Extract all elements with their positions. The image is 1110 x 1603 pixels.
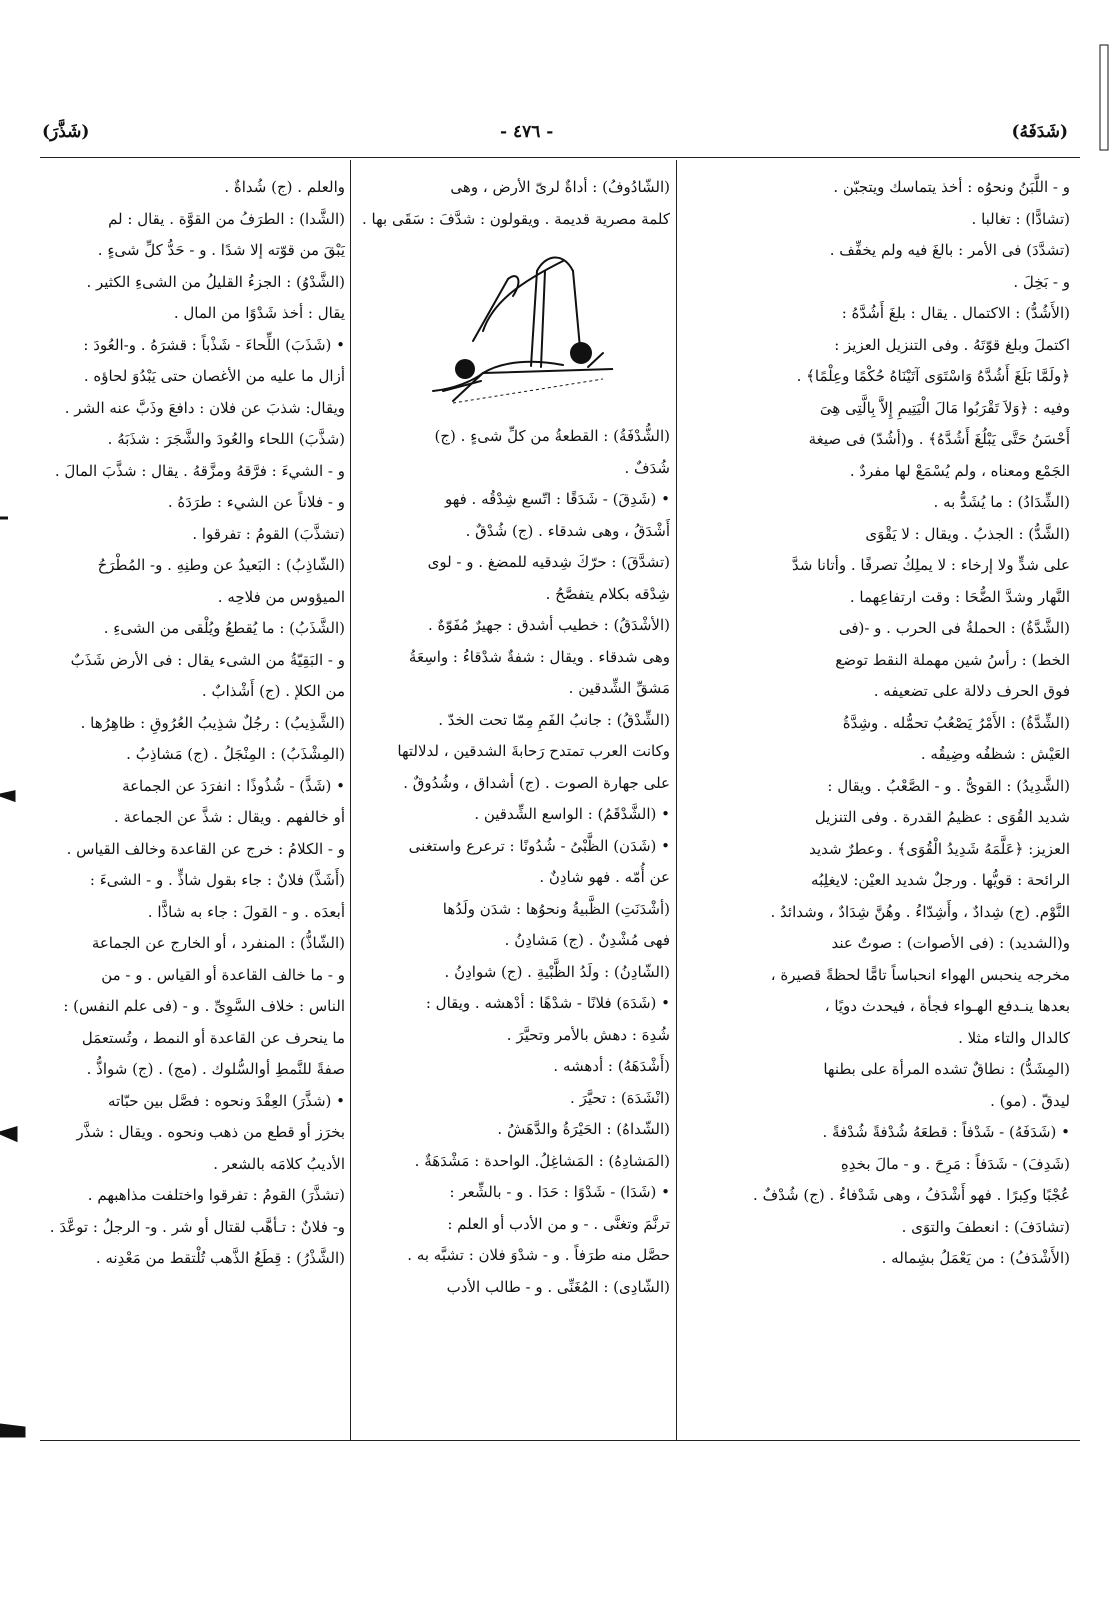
header-keyword-start: (شَدَفَهُ) <box>1011 122 1068 142</box>
right-column-line: (الأَشُدُّ) : الاكتمال . يقال : بلغَ أَشُدَّهُ : <box>841 304 1070 322</box>
right-column-line: اكتملَ وبلغ قوّتَهُ . وفى التنزيل العزيز : <box>834 335 1070 354</box>
left-column-line: والعلم . (ج) شُداةٌ . <box>224 178 345 196</box>
column-right <box>680 172 1070 1275</box>
right-column-line: عُجْبًا وكِبرًا . فهو أَشْدَفُ ، وهى شَدْفاءُ . (ج) شُدْفٌ . <box>753 1186 1070 1204</box>
left-column-line: (الشَّذَبُ) : ما يُقطعُ ويُلْقى من الشىءِ . <box>103 619 345 637</box>
middle-column-line: (الأشْدَقُ) : خطيب أشدق : جهيرٌ مُفَوّهٌ . <box>427 616 670 634</box>
right-column-line: (الشَّدِيدُ) : القوىُّ . و - الصَّعْبُ . ويقال : <box>827 776 1070 795</box>
middle-column-line: (الشّادِنُ) : ولَدُ الظَّبْيةِ . (ج) شوادِنُ . <box>444 962 670 981</box>
left-column-line: يَبْقَ من قوّته إلا شدًا . و - حَدُّ كلِّ شىءٍ . <box>97 241 345 259</box>
column-middle-top <box>355 172 670 235</box>
left-column-line: • (شَذَّ) - شُذُوذًا : انفرَدَ عن الجماعة <box>122 776 345 795</box>
left-column-line: (تشذَّرَ) القومُ : تفرقوا واختلفت مذاهبهم . <box>87 1186 345 1204</box>
middle-column-line: • (الشَّدْقَمُ) : الواسع الشِّدقين . <box>474 805 670 823</box>
shaduf-drawing-icon <box>413 241 613 411</box>
left-column-line: و - ما خالف القاعدة أو القياس . و - من <box>101 965 345 984</box>
middle-column-line: ترنَّمَ وتغنَّى . - و من الأدب أو العلم : <box>447 1214 670 1233</box>
right-column-line: الجَمْع ومعناه ، ولم يُسْمَعْ لها مفردٌ . <box>849 461 1070 480</box>
column-divider-left <box>350 160 351 1440</box>
header-keyword-end: (شَذَّرَ) <box>42 122 90 142</box>
left-column-line: (الشّاذِبُ) : البَعيدُ عن وطنِهِ . و- المُطْرَحُ <box>97 556 345 574</box>
left-column-line: أزال ما عليه من الأغصان حتى يَبْدُوَ لحاؤه . <box>83 367 345 385</box>
middle-column-line: شِدْقه بكلام يتفصَّحُ . <box>545 584 670 603</box>
right-column-line: • (شَدَفَهُ) - شَدْفاً : قطعَهُ شُدْفةً شُدْفةً . <box>822 1123 1070 1141</box>
page-number: - ٤٧٦ - <box>500 122 554 142</box>
left-column-line: (الشَّدْوُ) : الجزءُ القليلُ من الشىءِ الكثير . <box>86 272 345 291</box>
header-rule <box>40 157 1080 158</box>
left-column-line: ويقال: شذبَ عن فلان : دافعَ وذَبَّ عنه الشر . <box>64 398 345 417</box>
right-column-line: بعدها ينـدفع الهـواء فجأة ، فيحدث دويًا ، <box>824 997 1070 1015</box>
right-column-line: فوق الحرف دلالة على تضعيفه . <box>873 682 1070 700</box>
left-column-line: • (شَذَبَ) اللِّحاءَ - شَذْباً : قشرَهُ . و-العُودَ : <box>83 335 345 354</box>
right-column-line: شديد القُوَى : عظيمُ القدرة . وفى التنزيل <box>814 808 1070 826</box>
middle-column-line: (الشُّدْفَةُ) : القطعةُ من كلِّ شىءٍ . (ج) <box>434 427 670 445</box>
right-column-line: (المِشَدُّ) : نطاقٌ تشده المرأة على بطنها <box>823 1060 1070 1078</box>
left-column-line: (الشَّدا) : الطرَفُ من القوَّة . يقال : لم <box>108 209 345 228</box>
page-header <box>30 118 1090 152</box>
right-column-line: ﴿ولَمَّا بَلَغَ أَشُدَّهُ وَاسْتَوَى آتَيْنَاهُ حُكْمًا وعِلْمًا﴾ . <box>796 367 1070 385</box>
middle-column-line: • (شَدِقَ) - شَدَقًا : اتّسع شِدْقُه . فهو <box>444 490 670 508</box>
left-column-line: • (شذَّرَ) العِقْدَ ونحوه : فصَّل بين حبّاته <box>107 1091 345 1110</box>
middle-column-line: وكانت العرب تمتدح رَحابةَ الشدقين ، لدلالتها <box>397 742 670 760</box>
right-column-line: و - بَخِلَ . <box>1013 272 1070 291</box>
right-column-line: النَّوْم. (ج) شِدادٌ ، وأَشِدّاءُ . وهُنَّ شِدَادٌ ، وشدائدُ . <box>770 902 1070 921</box>
middle-column-line: عن أُمّه . فهو شادِنٌ . <box>539 868 670 886</box>
middle-column-line: كلمة مصرية قديمة . ويقولون : شدَّفَ : سَقَى بها . <box>361 209 670 228</box>
left-column-line: و - الشيءَ : فرَّقهُ ومزَّقهُ . يقال : شذَّبَ المالَ . <box>54 461 345 480</box>
right-column-line: مخرجه ينحبس الهواء انحباساً تامًّا لحظةً قصيرة ، <box>770 965 1070 984</box>
middle-column-line: (المَشادِهُ) : المَشاغِلُ. الواحدة : مَشْدَهَةٌ . <box>414 1151 670 1170</box>
left-column-line: ما ينحرف عن القاعدة أو النمط ، وتُستعمَل <box>81 1028 345 1047</box>
right-column-line: أَحْسَنُ حَتَّى يَبْلُغَ أَشُدَّهُ﴾ . و(أشُدّ) فى صيغة <box>808 430 1070 448</box>
right-column-line: ليدقّ . (مو) . <box>990 1091 1070 1110</box>
left-column-line: (الشّاذُّ) : المنفرد ، أو الخارج عن الجماعة <box>91 934 345 952</box>
column-left <box>40 172 345 1275</box>
right-column-line: (تشدَّدَ) فى الأمر : بالغَ فيه ولم يخفِّف . <box>829 241 1070 259</box>
right-column-line: (الشِّدَّةُ) : الأَمْرُ يَصْعُبُ تحمُّله . وشِدَّةُ <box>842 713 1070 732</box>
left-column-line: (تشذَّبَ) القومُ : تفرقوا . <box>192 524 345 543</box>
right-column-line: العَيْش : شظفُه وضِيقُه . <box>920 745 1070 763</box>
middle-column-line: (انْشَدَهَ) : تحيَّرَ . <box>570 1088 670 1107</box>
middle-column-line: (الشّادُوفُ) : أداةٌ لرىّ الأرض ، وهى <box>450 178 670 196</box>
column-middle-bottom <box>355 421 670 1303</box>
middle-column-line: (أشْدَنَتِ) الظَّبيةُ ونحوُها : شدَن ولَدُها <box>442 899 670 918</box>
left-column-line: (المِشْذَبُ) : المِنْجَلُ . (ج) مَشاذِبُ . <box>126 745 345 763</box>
middle-column-line: • (شَدَا) - شَدْوًا : حَدَا . و - بالشِّعر : <box>449 1183 670 1201</box>
right-column-line: و(الشديد) : (فى الأصوات) : صوتٌ عند <box>831 934 1070 952</box>
left-column-line: (شذَّبَ) اللحاء والعُودَ والشَّجَرَ : شذَبَهُ . <box>107 430 345 448</box>
left-column-line: و - البَقِيّةُ من الشىء يقال : فى الأرض شَذَبٌ <box>70 650 345 669</box>
left-column-line: (الشَّذْرُ) : قِطَعُ الذَّهب تُلْتقط من مَعْدِنه . <box>95 1249 345 1267</box>
left-column-line: و - الكلامُ : خرج عن القاعدة وخالف القياس . <box>66 839 345 858</box>
middle-column-line: • (شَدَهَ) فلانًا - شدْهًا : أدْهشه . ويقال : <box>425 994 670 1012</box>
left-column-line: الميؤوس من فلاحِه . <box>217 587 345 606</box>
right-column-line: (الشَّدُّ) : الجذبُ . ويقال : لا يَقْوَى <box>865 524 1070 543</box>
column-divider-right <box>676 160 677 1440</box>
left-column-line: يقال : أخذ شَدْوًا من المال . <box>173 304 345 322</box>
right-column-line: (الشِّدَادُ) : ما يُشَدُّ به . <box>933 493 1070 511</box>
middle-column-line: حصَّل منه طرَفاً . و - شدْوَ فلان : تشبَّه به . <box>407 1246 670 1264</box>
right-column-line: (تشادًّا) : تغالبا . <box>971 209 1070 228</box>
left-column-line: أو خالفهم . ويقال : شذَّ عن الجماعة . <box>114 808 345 826</box>
right-column-line: كالدال والتاء مثلا . <box>958 1028 1070 1047</box>
right-column-line: الخط) : رأسُ شين مهملة النقط توضع <box>835 650 1070 669</box>
right-column-line: على شدٍّ ولا إرخاء : لا يملِكُ تصرفًا . وأتانا شدَّ <box>791 556 1070 574</box>
middle-column-line: (أَشْدَهَهُ) : أدهشه . <box>553 1057 670 1075</box>
left-column-line: أبعدَه . و - القولَ : جاء به شاذًّا . <box>147 902 345 921</box>
middle-column-line: (الشِّدْقُ) : جانبُ الفَمِ مِمّا تحت الخدّ . <box>438 710 670 729</box>
left-column-line: (الشَّذِيبُ) : رجُلٌ شذِيبُ العُرُوقِ : ظاهِرُها . <box>80 713 345 732</box>
left-column-line: الناس : خلاف السَّوِىِّ . و - (فى علم النفس) : <box>63 997 345 1015</box>
right-column-line: الرائحة : قويُّها . ورجلٌ شديد العيْن: لايغلِبُه <box>811 871 1070 889</box>
left-column-line: صفةً للنَّمطِ أوالسُّلوك . (مج) . (ج) شواذُّ . <box>86 1060 345 1078</box>
left-column-line: الأديبُ كلامَه بالشعر . <box>213 1154 345 1173</box>
middle-column-line: (تشدَّقَ) : حرّكَ شِدقيه للمضغ . و - لوى <box>427 553 670 571</box>
right-column-line: و - اللَّبَنُ ونحوُه : أخذ يتماسك ويتجبّن . <box>833 178 1070 196</box>
right-column-line: (شَدِفَ) - شَدَفاً : مَرِحَ . و - مالَ بخدِهِ <box>840 1154 1070 1173</box>
middle-column-line: (الشّداهُ) : الحَيْرَةُ والدَّهَشُ . <box>497 1120 670 1138</box>
middle-column-line: شُدِهَ : دهش بالأمر وتحيَّرَ . <box>506 1025 670 1044</box>
middle-column-line: (الشّادِى) : المُغَنِّى . و - طالب الأدب <box>446 1277 670 1296</box>
left-column-line: بخرَز أو قطع من ذهب ونحوه . ويقال : شذَّر <box>76 1123 345 1141</box>
left-column-line: و - فلاناً عن الشيء : طرَدَهُ . <box>167 493 345 511</box>
middle-column-line: فهى مُشْدِنٌ . (ج) مَشادِنُ . <box>504 931 670 949</box>
middle-column-line: • (شَدَن) الظَّبْىُ - شُدُونًا : ترعرع واستغنى <box>408 836 670 855</box>
right-column-line: وفيه : ﴿وَلاَ تَقْرَبُوا مَالَ الْيَتِيمِ إِلاَّ بِالَّتِى هِىَ <box>819 398 1070 417</box>
right-column-line: العزيز: ﴿عَلَّمَهُ شَدِيدُ الْقُوَى﴾ . وعطرٌ شديد <box>809 839 1070 858</box>
middle-column-line: أَشْدَقُ ، وهى شدقاء . (ج) شُدْقٌ . <box>465 521 670 540</box>
right-column-line: النَّهار وشدَّ الضُّحَا : وقت ارتفاعِهما . <box>849 587 1070 606</box>
left-column-line: و- فلانٌ : تـأهَّب لقتال أو شر . و- الرجلُ : توعَّدَ . <box>49 1217 345 1236</box>
left-column-line: (أَشَذَّ) فلانٌ : جاء بقول شاذٍّ . و - الشىءَ : <box>89 871 345 889</box>
right-column-line: (تشادَفَ) : انعطفَ والتوَى . <box>901 1217 1070 1236</box>
middle-column-line: شُدَفٌ . <box>624 458 670 477</box>
column-middle <box>355 172 670 1303</box>
footer-rule <box>40 1440 1080 1441</box>
middle-column-line: على جهارة الصوت . (ج) أشداق ، وشُدُوقٌ . <box>403 773 670 792</box>
right-column-line: (الأَشْدَفُ) : من يَعْمَلُ بشِماله . <box>881 1249 1070 1267</box>
middle-column-line: وهى شدقاء . ويقال : شفةٌ شدْقاءُ : واسِعَةُ <box>408 647 670 666</box>
left-column-line: من الكلإ . (ج) أَشْذابٌ . <box>201 682 345 700</box>
right-column-line: (الشَّدَّةُ) : الحملةُ فى الحرب . و -(فى <box>838 619 1070 637</box>
middle-column-line: مَشقِّ الشِّدقين . <box>568 679 670 697</box>
